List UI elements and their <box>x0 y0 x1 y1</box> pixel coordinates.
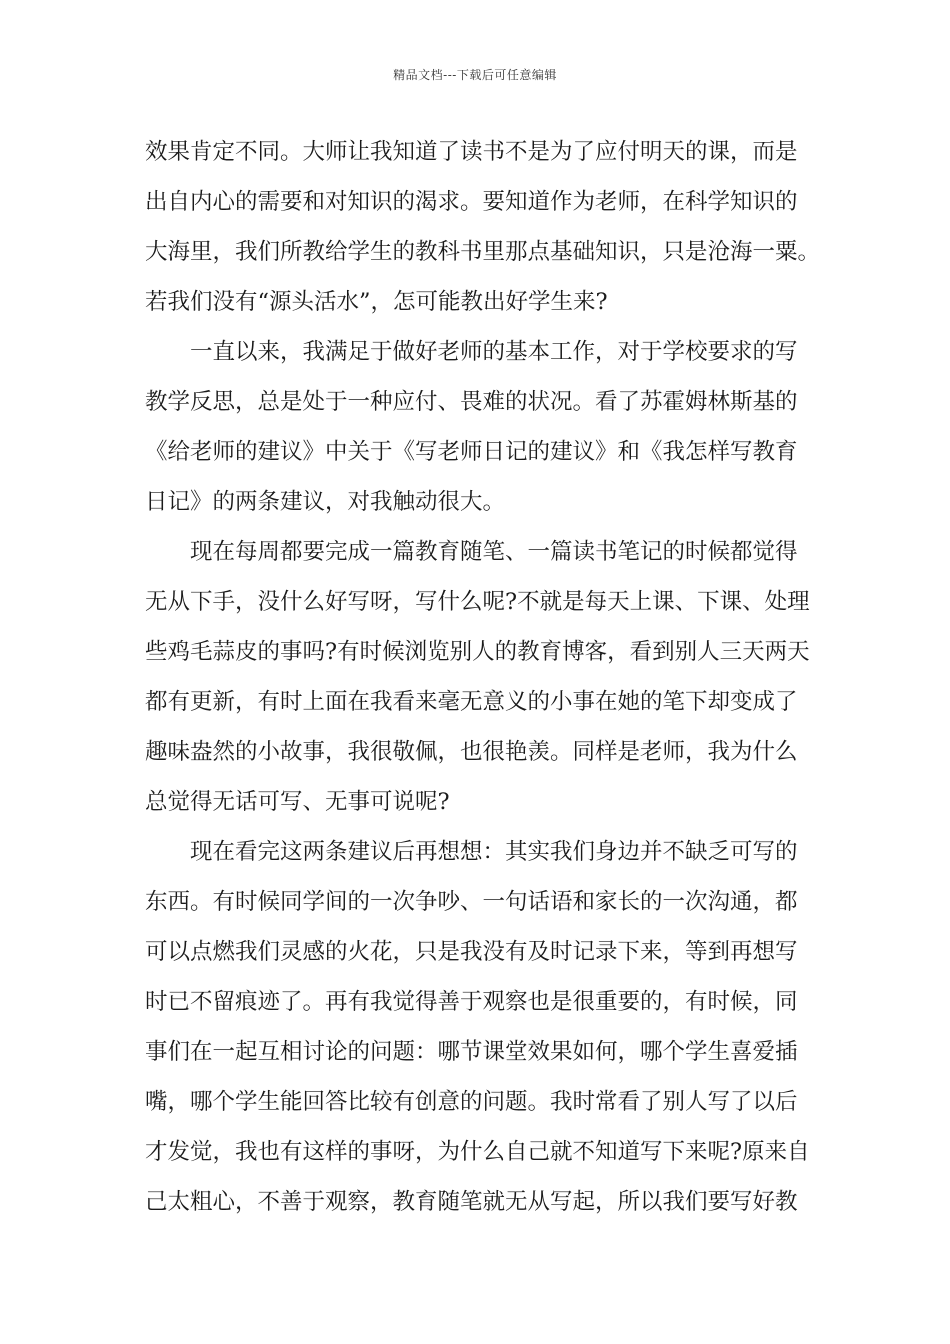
document-body <box>145 130 825 1230</box>
text-line: 日记》的两条建议，对我触动很大。 <box>145 489 506 515</box>
page-header: 精品文档---下载后可任意编辑 <box>393 68 557 82</box>
paragraph-first-line: 一直以来，我满足于做好老师的基本工作，对于学校要求的写 <box>190 339 798 365</box>
text-line: 东西。有时候同学间的一次争吵、一句话语和家长的一次沟通，都 <box>145 889 798 915</box>
text-line: 都有更新，有时上面在我看来毫无意义的小事在她的笔下却变成了 <box>145 689 798 715</box>
text-line: 才发觉，我也有这样的事呀，为什么自己就不知道写下来呢?原来自 <box>145 1139 810 1165</box>
text-line: 些鸡毛蒜皮的事吗?有时候浏览别人的教育博客，看到别人三天两天 <box>145 639 810 665</box>
text-line: 可以点燃我们灵感的火花，只是我没有及时记录下来，等到再想写 <box>145 939 798 965</box>
text-line: 大海里，我们所教给学生的教科书里那点基础知识，只是沧海一粟。 <box>145 239 821 265</box>
paragraph-first-line: 现在看完这两条建议后再想想：其实我们身边并不缺乏可写的 <box>190 839 798 865</box>
text-line: 教学反思，总是处于一种应付、畏难的状况。看了苏霍姆林斯基的 <box>145 389 798 415</box>
text-line: 总觉得无话可写、无事可说呢? <box>145 789 450 815</box>
text-line: 《给老师的建议》中关于《写老师日记的建议》和《我怎样写教育 <box>145 439 798 465</box>
text-line: 效果肯定不同。大师让我知道了读书不是为了应付明天的课，而是 <box>145 139 798 165</box>
text-line: 无从下手，没什么好写呀，写什么呢?不就是每天上课、下课、处理 <box>145 589 810 615</box>
text-line: 时已不留痕迹了。再有我觉得善于观察也是很重要的，有时候，同 <box>145 989 798 1015</box>
text-line: 出自内心的需要和对知识的渴求。要知道作为老师，在科学知识的 <box>145 189 798 215</box>
text-line: 趣味盎然的小故事，我很敬佩，也很艳羡。同样是老师，我为什么 <box>145 739 798 765</box>
paragraph-first-line: 现在每周都要完成一篇教育随笔、一篇读书笔记的时候都觉得 <box>190 539 798 565</box>
text-line: 嘴，哪个学生能回答比较有创意的问题。我时常看了别人写了以后 <box>145 1089 798 1115</box>
text-line: 若我们没有“源头活水”，怎可能教出好学生来? <box>145 289 608 315</box>
text-line: 己太粗心，不善于观察，教育随笔就无从写起，所以我们要写好教 <box>145 1189 798 1215</box>
text-line: 事们在一起互相讨论的问题：哪节课堂效果如何，哪个学生喜爱插 <box>145 1039 798 1065</box>
